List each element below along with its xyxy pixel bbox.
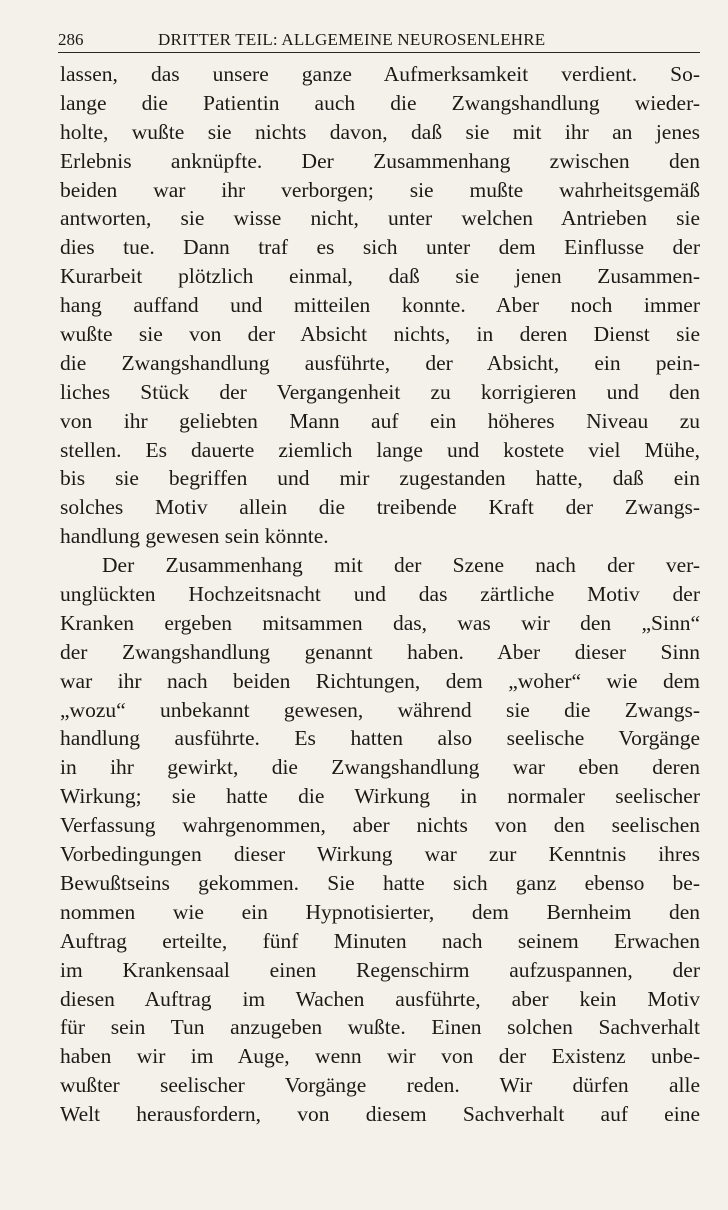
text-line: im Krankensaal einen Regenschirm aufzuspannen, der [60,957,700,982]
text-line: stellen. Es dauerte ziemlich lange und kostete viel Mühe, [60,437,700,462]
text-line: beiden war ihr verborgen; sie mußte wahrheitsgemäß [60,177,700,202]
text-line: von ihr geliebten Mann auf ein höheres Niveau zu [60,408,700,433]
text-line: Verfassung wahrgenommen, aber nichts von den seelischen [60,813,700,838]
text-line: die Zwangshandlung ausführte, der Absicht, ein pein- [60,350,700,375]
running-header [58,30,700,53]
page-number: 286 [58,30,84,49]
text-line: „wozu“ unbekannt gewesen, während sie die Zwangs- [60,697,700,722]
text-line: holte, wußte sie nichts davon, daß sie mit ihr an jenes [60,119,700,144]
paragraph [60,551,700,1129]
text-line: handlung ausführte. Es hatten also seelische Vorgänge [60,726,700,751]
text-line: lassen, das unsere ganze Aufmerksamkeit verdient. So- [60,62,700,86]
text-line: Erlebnis anknüpfte. Der Zusammenhang zwischen den [60,148,700,173]
text-line: haben wir im Auge, wenn wir von der Existenz unbe- [60,1044,700,1069]
text-line: lange die Patientin auch die Zwangshandlung wieder- [60,90,700,115]
text-line: hang auffand und mitteilen konnte. Aber noch immer [60,293,700,318]
text-line: nommen wie ein Hypnotisierter, dem Bernheim den [60,899,700,924]
text-line: der Zwangshandlung genannt haben. Aber dieser Sinn [60,639,700,664]
text-line: Bewußtseins gekommen. Sie hatte sich ganz ebenso be- [60,870,700,895]
text-line: bis sie begriffen und mir zugestanden hatte, daß ein [60,466,700,491]
text-line: Der Zusammenhang mit der Szene nach der ver- [102,553,700,578]
text-line: Kurarbeit plötzlich einmal, daß sie jenen Zusammen- [60,264,700,289]
running-title: DRITTER TEIL: ALLGEMEINE NEUROSENLEHRE [158,30,546,49]
text-line: antworten, sie wisse nicht, unter welchen Antrieben sie [60,206,700,231]
text-line: Auftrag erteilte, fünf Minuten nach seinem Erwachen [60,928,700,953]
text-line: wußte sie von der Absicht nichts, in deren Dienst sie [60,322,700,347]
text-line: handlung gewesen sein könnte. [60,524,329,549]
text-line: in ihr gewirkt, die Zwangshandlung war eben deren [60,755,700,780]
text-line: war ihr nach beiden Richtungen, dem „woher“ wie dem [60,668,700,693]
text-line: wußter seelischer Vorgänge reden. Wir dürfen alle [60,1073,700,1098]
text-line: solches Motiv allein die treibende Kraft der Zwangs- [60,495,700,520]
text-line: liches Stück der Vergangenheit zu korrigieren und den [60,379,700,404]
text-line: diesen Auftrag im Wachen ausführte, aber kein Motiv [60,986,700,1011]
text-line: dies tue. Dann traf es sich unter dem Einflusse der [60,235,700,260]
text-line: Wirkung; sie hatte die Wirkung in normaler seelischer [60,784,700,809]
text-line: unglückten Hochzeitsnacht und das zärtliche Motiv der [60,582,700,607]
text-line: Kranken ergeben mitsammen das, was wir den „Sinn“ [60,610,700,635]
text-line: für sein Tun anzugeben wußte. Einen solchen Sachverhalt [60,1015,700,1040]
body-text [60,60,700,1129]
text-line: Welt herausfordern, von diesem Sachverhalt auf eine [60,1102,700,1127]
paragraph [60,60,700,551]
text-line: Vorbedingungen dieser Wirkung war zur Kenntnis ihres [60,842,700,867]
